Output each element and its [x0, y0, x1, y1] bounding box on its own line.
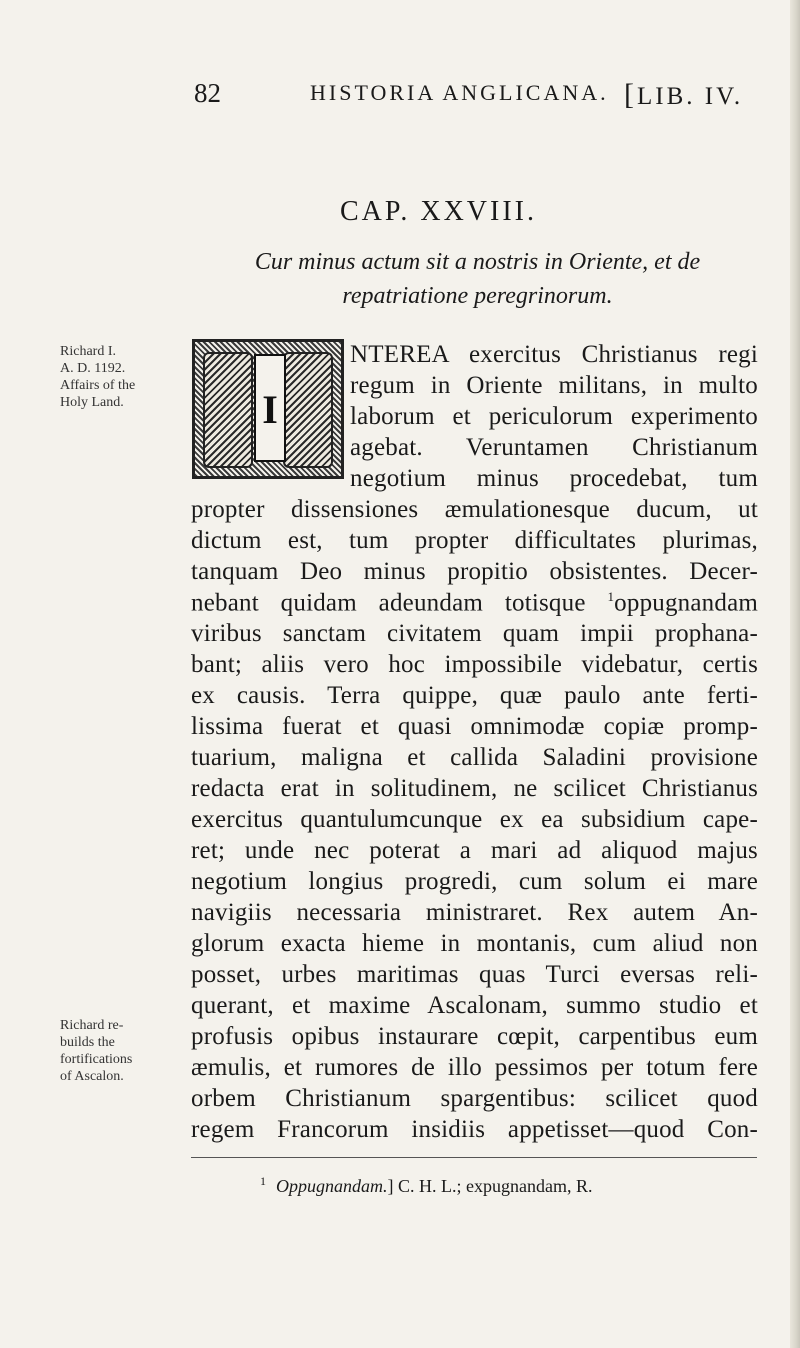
text-line: querant, et maxime Ascalonam, summo studio et: [191, 992, 758, 1019]
footnote-text: ] C. H. L.; expugnandam, R.: [387, 1176, 593, 1196]
footnote-rule: [191, 1157, 757, 1158]
text-line: tuarium, maligna et callida Saladini provisione: [191, 744, 758, 771]
running-title: HISTORIA ANGLICANA.: [310, 80, 609, 105]
side-note-line: Holy Land.: [60, 395, 124, 410]
footnoted-word: oppugnandam: [614, 589, 759, 617]
text-line: navigiis necessaria ministraret. Rex autem An-: [191, 899, 758, 926]
decorated-initial: [192, 339, 344, 479]
side-note-richard-affairs: [60, 343, 190, 411]
side-note-line: A. D. 1192.: [60, 361, 126, 376]
text-line: negotium longius progredi, cum solum ei mare: [191, 868, 758, 895]
side-note-ascalon: [60, 1017, 190, 1085]
text-line: tanquam Deo minus propitio obsistentes. Decer-: [191, 558, 758, 585]
text-line: NTEREA exercitus Christianus regi: [350, 341, 758, 368]
text-line: negotium minus procedebat, tum: [350, 465, 758, 492]
book-reference: [624, 78, 743, 112]
page-number: 82: [194, 78, 221, 108]
footnote-mark: 1: [260, 1174, 266, 1188]
text-line: laborum et periculorum experimento: [350, 403, 758, 430]
ornament-panel-right: [283, 352, 333, 468]
footnote: [260, 1174, 592, 1197]
text-line: profusis opibus instaurare cœpit, carpentibus eum: [191, 1023, 758, 1050]
text-line: orbem Christianum spargentibus: scilicet quod: [191, 1085, 758, 1112]
running-header: [194, 78, 754, 118]
side-note-line: builds the: [60, 1035, 115, 1050]
page-edge: [790, 0, 800, 1348]
text-line: ret; unde nec poterat a mari ad aliquod majus: [191, 837, 758, 864]
footnote-reference: 1: [607, 589, 615, 604]
side-note-line: fortifications: [60, 1052, 133, 1067]
text-line: dictum est, tum propter difficultates plurimas,: [191, 527, 758, 554]
chapter-subtitle: Cur minus actum sit a nostris in Oriente, et de repatriatione peregrinorum.: [254, 249, 701, 309]
text-line: regum in Oriente militans, in multo: [350, 372, 758, 399]
text-line: redacta erat in solitudinem, ne scilicet Christianus: [191, 775, 758, 802]
ornament-panel-left: [203, 352, 253, 468]
side-note-line: of Ascalon.: [60, 1069, 124, 1084]
text-line: viribus sanctam civitatem quam impii prophana-: [191, 620, 758, 647]
footnote-lemma: Oppugnandam.: [276, 1176, 388, 1196]
initial-letter: I: [262, 387, 278, 432]
text-line: exercitus quantulumcunque ex ea subsidium cape-: [191, 806, 758, 833]
text-fragment: nebant quidam adeundam totisque: [191, 589, 586, 617]
chapter-title: CAP. XXVIII.: [340, 196, 537, 227]
text-line: ex causis. Terra quippe, quæ paulo ante ferti-: [191, 682, 758, 709]
text-line: propter dissensiones æmulationesque ducum, ut: [191, 496, 758, 523]
text-line-with-footnote: [191, 589, 758, 617]
text-line: lissima fuerat et quasi omnimodæ copiæ promp-: [191, 713, 758, 740]
text-line: posset, urbes maritimas quas Turci eversas reli-: [191, 961, 758, 988]
book-reference-bracket: [: [624, 78, 637, 111]
initial-letter-frame: [254, 354, 286, 462]
text-line: regem Francorum insidiis appetisset—quod Con-: [191, 1116, 758, 1143]
text-line: glorum exacta hieme in montanis, cum aliud non: [191, 930, 758, 957]
text-line: æmulis, et rumores de illo pessimos per totum fere: [191, 1054, 758, 1081]
text-line: bant; aliis vero hoc impossibile videbatur, certis: [191, 651, 758, 678]
side-note-line: Richard re-: [60, 1018, 124, 1033]
text-line: agebat. Veruntamen Christianum: [350, 434, 758, 461]
book-reference-text: LIB. IV.: [637, 83, 744, 110]
side-note-line: Richard I.: [60, 344, 116, 359]
side-note-line: Affairs of the: [60, 378, 136, 393]
